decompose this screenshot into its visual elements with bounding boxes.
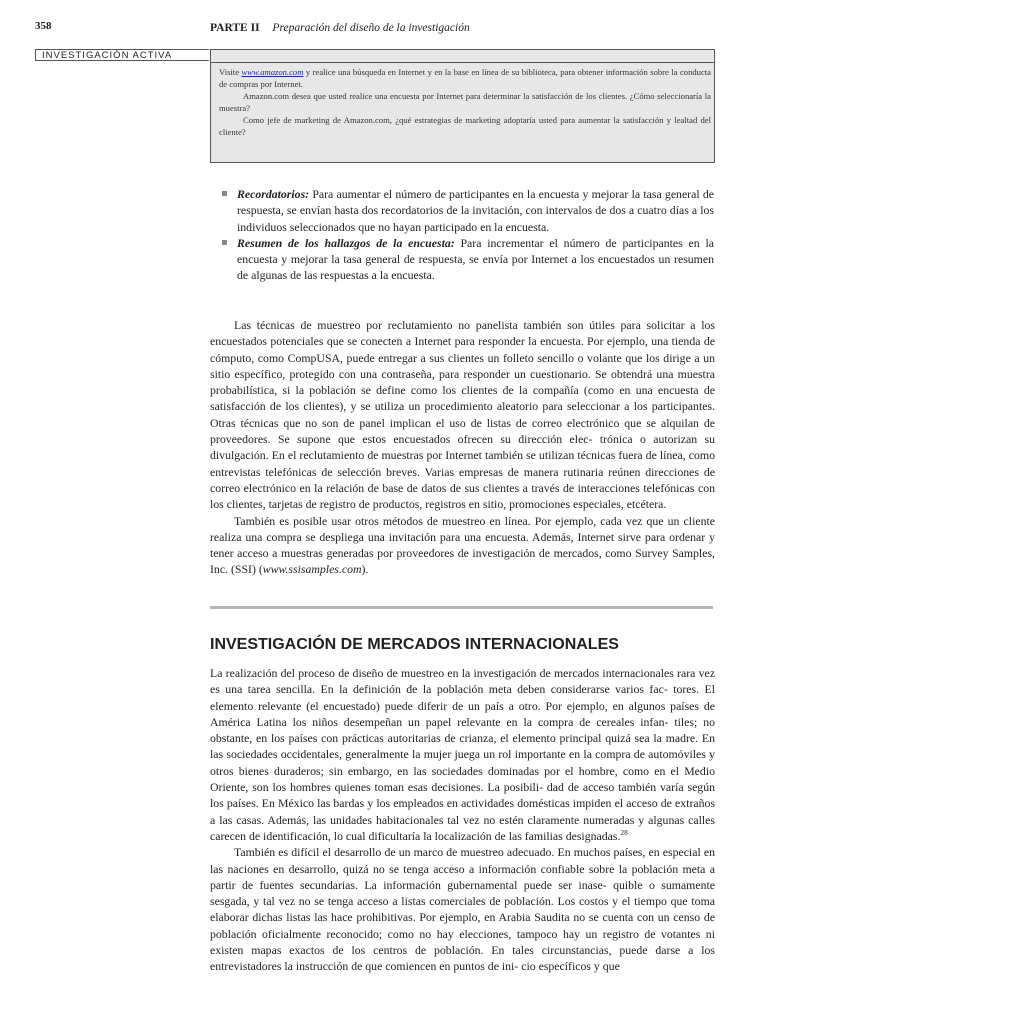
section-heading: INVESTIGACIÓN DE MERCADOS INTERNACIONALES <box>210 636 619 653</box>
bullet-list <box>222 186 714 284</box>
body-p2-pre: También es posible usar otros métodos de muestreo en línea. Por ejemplo, cada vez que un cliente realiza una compra se despliega una invitación para una encuesta. Además, Internet sirve para ordenar y tener acceso a muestras generadas por proveedores de investigación de mercados, como Survey Samples, Inc. (SSI) ( <box>210 513 715 577</box>
running-head <box>210 22 470 34</box>
box-paragraph-2: Amazon.com desea que usted realice una encuesta por Internet para determinar la satisfacción de los clientes. ¿Cómo seleccionaría la muestra? <box>219 91 711 113</box>
bullet-item-summary <box>222 235 714 284</box>
bullet-term: Recordatorios: <box>237 187 310 201</box>
section-paragraph-1 <box>210 665 715 844</box>
amazon-link[interactable]: www.amazon.com <box>241 67 304 77</box>
body-p2-post: ). <box>361 562 369 577</box>
bullet-square-icon <box>222 191 227 196</box>
section-text <box>210 665 715 975</box>
body-paragraph-2 <box>210 513 715 578</box>
page-number: 358 <box>35 20 52 32</box>
bullet-text: Para incrementar el número de participantes en la encuesta y mejorar la tasa general de respuesta, se envía por Internet a los encuestados un resumen de algunas de las respuestas a la encuesta. <box>237 235 714 283</box>
section-p1-text: La realización del proceso de diseño de muestreo en la investigación de mercados internacionales rara vez es una tarea sencilla. En la definición de la población meta deben considerarse varios fac- tores. El elemento relevante (el encuestado) puede diferir de un país a otro. Por ejemplo, en algunos países de América Latina los niños desempeñan un papel relevante en la compra de cereales infan- tiles; no obstante, en los países con prácticas autoritarias de crianza, el elemento principal quizá sea la madre. En las sociedades occidentales, generalmente la mujer juega un rol importante en la compra de automóviles y otros bienes duraderos; sin embargo, en las sociedades dominadas por el hombre, como en el Medio Oriente, son los hombres quienes toman esas decisiones. La posibili- dad de acceso también varía según los países. En México las bardas y los empleados en actividades domésticas impiden el acceso de extraños a las casas. Además, las unidades habitacionales tal vez no estén claramente numeradas y algunas calles carecen de identificación, lo cual dificultaría la localización de las familias designadas. <box>210 666 715 843</box>
section-divider <box>210 606 713 609</box>
bullet-term: Resumen de los hallazgos de la encuesta: <box>237 235 455 250</box>
box-paragraph-3: Como jefe de marketing de Amazon.com, ¿qué estrategias de marketing adoptaría usted para aumentar la satisfacción y lealtad del cliente? <box>219 115 711 137</box>
body-text <box>210 317 715 578</box>
bullet-item-reminders <box>222 186 714 235</box>
ssi-link[interactable]: www.ssisamples.com <box>262 562 362 577</box>
part-label: PARTE II <box>210 22 260 34</box>
chapter-title: Preparación del diseño de la investigación <box>272 22 470 34</box>
body-paragraph-1: Las técnicas de muestreo por reclutamiento no panelista también son útiles para solicitar a los encuestados potenciales que se conecten a Internet para responder la encuesta. Por ejemplo, una tienda de cómputo, como CompUSA, puede entregar a sus clientes un folleto sencillo o volante que los dirige a un sitio específico, protegido con una contraseña, para responder un cuestionario. Se obtendrá una muestra probabilística, si la población se define como los clientes de la compañía (como en una encuesta de satisfacción de los clientes), y se utiliza un procedimiento aleatorio para seleccionar a los participantes. Otras técnicas que no son de panel implican el uso de listas de correo electrónico que se alquilan de proveedores. Se supone que estos encuestados ofrecen su dirección elec- trónica o autorizan su divulgación. En el reclutamiento de muestras por Internet también se utilizan técnicas fuera de línea, como entrevistas telefónicas de selección breves. Varias empresas de manera rutinaria reúnen direcciones de correo electrónico en la relación de base de datos de sus clientes a través de interacciones telefónicas con los clientes, tarjetas de registro de productos, registros en sitio, promociones especiales, etcétera. <box>210 318 715 512</box>
box-p1-pre: Visite <box>219 67 242 77</box>
box-paragraph-1 <box>219 66 711 90</box>
box-text <box>219 66 711 138</box>
section-paragraph-2: También es difícil el desarrollo de un marco de muestreo adecuado. En muchos países, en especial en las naciones en desarrollo, quizá no se tenga acceso a información confiable sobre la población meta a partir de fuentes secundarias. La información gubernamental puede ser inase- quible o sumamente sesgada, y tal vez no se tenga acceso a listas comerciales de población. Los costos y el tiempo que toma elaborar dichas listas las hace prohibitivas. Por ejemplo, en Arabia Saudita no se cuenta con un censo de población oficialmente reconocido; como no hay elecciones, tampoco hay un registro de votantes ni existen mapas exactos de los centros de población. En tales circunstancias, puede darse a los entrevistadores la instrucción de que comiencen en puntos de ini- cio específicos y que <box>210 845 715 974</box>
active-research-box <box>210 49 715 163</box>
active-research-label: INVESTIGACIÓN ACTIVA <box>35 49 209 61</box>
bullet-text: Para aumentar el número de participantes en la encuesta y mejorar la tasa general de respuesta, se envían hasta dos recordatorios de la invitación, con intervalos de dos a cuatro días a los individuos seleccionados que no hayan participado en la encuesta. <box>237 187 714 234</box>
box-p1-post: y realice una búsqueda en Internet y en la base en línea de su biblioteca, para obtener información sobre la conducta de compras por Internet. <box>219 67 711 89</box>
footnote-marker: 28 <box>620 828 628 838</box>
bullet-square-icon <box>222 240 227 245</box>
box-top-bar <box>211 50 714 63</box>
